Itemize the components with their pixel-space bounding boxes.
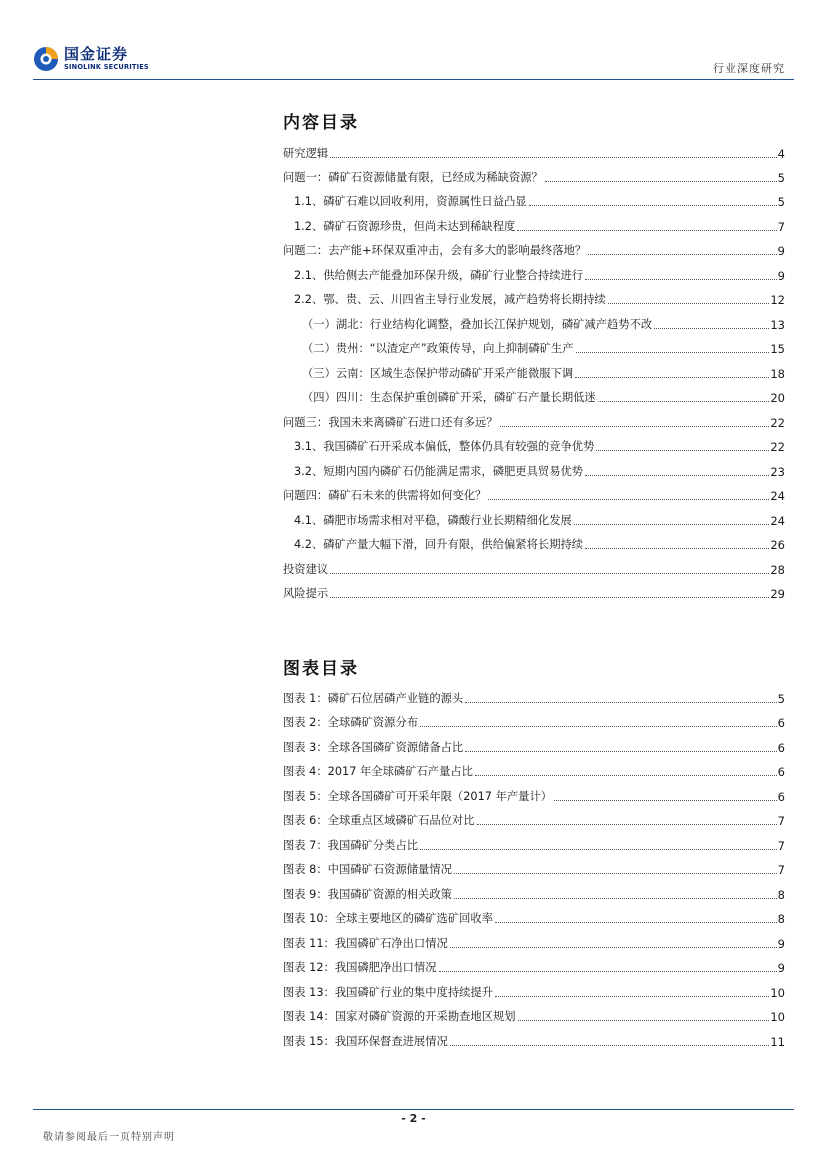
toc-entry[interactable] xyxy=(283,336,785,356)
dot-leader xyxy=(475,775,777,776)
toc-entry-label: 4.1、磷肥市场需求相对平稳，磷酸行业长期精细化发展 xyxy=(294,514,572,527)
dot-leader xyxy=(420,726,777,727)
toc-entry-label: 问题一：磷矿石资源储量有限，已经成为稀缺资源？ xyxy=(283,171,543,184)
dot-leader xyxy=(450,947,777,948)
toc-entry-label: （二）贵州：“以渣定产”政策传导，向上抑制磷矿生产 xyxy=(302,342,574,355)
report-type-label: 行业深度研究 xyxy=(713,62,785,75)
dot-leader xyxy=(574,524,770,525)
toc-entry-label: 4.2、磷矿产量大幅下滑，回升有限，供给偏紧将长期持续 xyxy=(294,538,584,551)
toc-entry-label: 投资建议 xyxy=(283,563,329,576)
header-divider xyxy=(33,79,794,80)
toc-entry-page: 29 xyxy=(770,587,785,601)
dot-leader xyxy=(454,873,777,874)
toc-entry[interactable] xyxy=(283,483,785,503)
dot-leader xyxy=(495,922,777,923)
dot-leader xyxy=(575,377,769,378)
toc-title: 内容目录 xyxy=(283,113,359,133)
toc-entry-page: 13 xyxy=(770,318,785,332)
dot-leader xyxy=(585,475,769,476)
toc-entry-label: 问题二：去产能+环保双重冲击，会有多大的影响最终落地？ xyxy=(283,244,587,257)
dot-leader xyxy=(450,1045,770,1046)
figure-entry-page: 8 xyxy=(777,912,785,926)
figure-entry-page: 11 xyxy=(770,1035,785,1049)
toc-entry-label: （三）云南：区域生态保护带动磷矿开采产能微服下调 xyxy=(302,367,574,380)
toc-entry-label: 风险提示 xyxy=(283,587,329,600)
dot-leader xyxy=(330,157,776,158)
figure-entry-label: 图表 14：国家对磷矿资源的开采勘查地区规划 xyxy=(283,1010,516,1023)
figure-entry[interactable] xyxy=(283,882,785,902)
figure-entry-label: 图表 15：我国环保督查进展情况 xyxy=(283,1035,448,1048)
dot-leader xyxy=(420,849,777,850)
figure-entry-page: 10 xyxy=(770,986,785,1000)
dot-leader xyxy=(330,573,769,574)
toc-entry-page: 22 xyxy=(770,416,785,430)
figure-entry[interactable] xyxy=(283,710,785,730)
figure-entry[interactable] xyxy=(283,955,785,975)
toc-entry[interactable] xyxy=(283,410,785,430)
figure-entry[interactable] xyxy=(283,784,785,804)
toc-entry-label: 3.1、我国磷矿石开采成本偏低，整体仍具有较强的竞争优势 xyxy=(294,440,595,453)
dot-leader xyxy=(576,352,770,353)
figure-entry[interactable] xyxy=(283,1029,785,1049)
figure-entry-label: 图表 4：2017 年全球磷矿石产量占比 xyxy=(283,765,473,778)
figure-entry[interactable] xyxy=(283,759,785,779)
dot-leader xyxy=(488,499,769,500)
toc-entry-page: 24 xyxy=(770,489,785,503)
figure-entry-page: 7 xyxy=(777,839,785,853)
figure-entry-page: 6 xyxy=(777,716,785,730)
figure-entry-page: 6 xyxy=(777,790,785,804)
toc-entry-label: 问题四：磷矿石未来的供需将如何变化？ xyxy=(283,489,487,502)
figure-entry-label: 图表 2：全球磷矿资源分布 xyxy=(283,716,419,729)
toc-entry-page: 23 xyxy=(770,465,785,479)
toc-entry-page: 26 xyxy=(770,538,785,552)
figure-entry-page: 6 xyxy=(777,741,785,755)
toc-entry[interactable] xyxy=(283,581,785,601)
toc-entry-page: 24 xyxy=(770,514,785,528)
figure-entry-label: 图表 12：我国磷肥净出口情况 xyxy=(283,961,437,974)
toc-entry-label: 1.1、磷矿石难以回收利用，资源属性日益凸显 xyxy=(294,195,527,208)
toc-entry[interactable] xyxy=(283,214,785,234)
toc-entry[interactable] xyxy=(283,238,785,258)
dot-leader xyxy=(439,971,777,972)
dot-leader xyxy=(500,426,770,427)
dot-leader xyxy=(598,401,770,402)
dot-leader xyxy=(588,254,776,255)
toc-entry-label: （一）湖北：行业结构化调整，叠加长江保护规划，磷矿减产趋势不改 xyxy=(302,318,653,331)
toc-entry[interactable] xyxy=(283,287,785,307)
dot-leader xyxy=(554,800,777,801)
dot-leader xyxy=(495,996,769,997)
toc-entry-page: 28 xyxy=(770,563,785,577)
toc-entry-label: 3.2、短期内国内磷矿石仍能满足需求，磷肥更具贸易优势 xyxy=(294,465,584,478)
figure-entry-page: 5 xyxy=(777,692,785,706)
dot-leader xyxy=(585,279,777,280)
toc-entry[interactable] xyxy=(283,434,785,454)
figure-entry-page: 7 xyxy=(777,814,785,828)
toc-entry-label: 2.1、供给侧去产能叠加环保升级，磷矿行业整合持续进行 xyxy=(294,269,584,282)
toc-entry[interactable] xyxy=(283,459,785,479)
figure-entry[interactable] xyxy=(283,686,785,706)
figure-entry-page: 7 xyxy=(777,863,785,877)
figures-title: 图表目录 xyxy=(283,659,359,679)
footer-divider xyxy=(33,1109,794,1110)
dot-leader xyxy=(330,597,769,598)
dot-leader xyxy=(518,1020,770,1021)
toc-entry[interactable] xyxy=(283,361,785,381)
dot-leader xyxy=(596,450,769,451)
figure-entry[interactable] xyxy=(283,857,785,877)
toc-entry-label: 问题三：我国未来离磷矿石进口还有多远？ xyxy=(283,416,498,429)
page-header xyxy=(0,0,827,80)
figure-entry-label: 图表 9：我国磷矿资源的相关政策 xyxy=(283,888,452,901)
figure-entry[interactable] xyxy=(283,735,785,755)
toc-entry-page: 7 xyxy=(777,220,785,234)
toc-entry-label: 1.2、磷矿石资源珍贵，但尚未达到稀缺程度 xyxy=(294,220,516,233)
disclaimer-note: 敬请参阅最后一页特别声明 xyxy=(43,1132,175,1143)
dot-leader xyxy=(654,328,769,329)
dot-leader xyxy=(465,702,776,703)
figure-entry-page: 6 xyxy=(777,765,785,779)
figure-entry[interactable] xyxy=(283,833,785,853)
figure-entry-label: 图表 10：全球主要地区的磷矿选矿回收率 xyxy=(283,912,494,925)
toc-entry-page: 9 xyxy=(777,244,785,258)
toc-entry-page: 20 xyxy=(770,391,785,405)
dot-leader xyxy=(529,205,777,206)
figure-entry-label: 图表 3：全球各国磷矿资源储备占比 xyxy=(283,741,464,754)
figure-entry-page: 9 xyxy=(777,961,785,975)
page-number: - 2 - xyxy=(401,1112,426,1125)
toc-entry[interactable] xyxy=(283,508,785,528)
figure-entry[interactable] xyxy=(283,1004,785,1024)
toc-entry[interactable] xyxy=(283,189,785,209)
toc-entry-page: 18 xyxy=(770,367,785,381)
figure-entry-page: 9 xyxy=(777,937,785,951)
figure-entry-label: 图表 7：我国磷矿分类占比 xyxy=(283,839,419,852)
toc-entry-page: 22 xyxy=(770,440,785,454)
toc-entry-page: 12 xyxy=(770,293,785,307)
toc-entry[interactable] xyxy=(283,141,785,161)
toc-entry[interactable] xyxy=(283,532,785,552)
dot-leader xyxy=(454,898,777,899)
figure-entry-label: 图表 5：全球各国磷矿可开采年限（2017 年产量计） xyxy=(283,790,553,803)
figure-entry[interactable] xyxy=(283,808,785,828)
toc-entry[interactable] xyxy=(283,263,785,283)
dot-leader xyxy=(585,548,769,549)
figure-entry[interactable] xyxy=(283,931,785,951)
toc-entry-page: 5 xyxy=(777,195,785,209)
toc-entry-label: 2.2、鄂、贵、云、川四省主导行业发展，减产趋势将长期持续 xyxy=(294,293,606,306)
toc-entry[interactable] xyxy=(283,165,785,185)
toc-entry[interactable] xyxy=(283,557,785,577)
figure-entry-label: 图表 6：全球重点区域磷矿石品位对比 xyxy=(283,814,475,827)
dot-leader xyxy=(608,303,770,304)
sinolink-logo-icon xyxy=(33,46,59,72)
toc-entry-label: （四）四川：生态保护重创磷矿开采，磷矿石产量长期低迷 xyxy=(302,391,596,404)
figure-entry-page: 8 xyxy=(777,888,785,902)
logo-english-name: SINOLINK SECURITIES xyxy=(64,63,149,72)
company-logo xyxy=(33,46,149,72)
toc-entry-page: 5 xyxy=(777,171,785,185)
dot-leader xyxy=(517,230,776,231)
figure-entry-label: 图表 11：我国磷矿石净出口情况 xyxy=(283,937,448,950)
figure-entry[interactable] xyxy=(283,906,785,926)
figure-entry-label: 图表 1：磷矿石位居磷产业链的源头 xyxy=(283,692,464,705)
figure-entry[interactable] xyxy=(283,980,785,1000)
figure-entry-label: 图表 13：我国磷矿行业的集中度持续提升 xyxy=(283,986,494,999)
figure-entry-page: 10 xyxy=(770,1010,785,1024)
figure-entry-label: 图表 8：中国磷矿石资源储量情况 xyxy=(283,863,452,876)
dot-leader xyxy=(477,824,777,825)
toc-entry-page: 4 xyxy=(777,147,785,161)
toc-entry[interactable] xyxy=(283,385,785,405)
toc-entry-label: 研究逻辑 xyxy=(283,147,329,160)
toc-entry[interactable] xyxy=(283,312,785,332)
dot-leader xyxy=(465,751,776,752)
toc-entry-page: 9 xyxy=(777,269,785,283)
dot-leader xyxy=(545,181,777,182)
toc-entry-page: 15 xyxy=(770,342,785,356)
logo-chinese-name: 国金证券 xyxy=(64,45,129,64)
